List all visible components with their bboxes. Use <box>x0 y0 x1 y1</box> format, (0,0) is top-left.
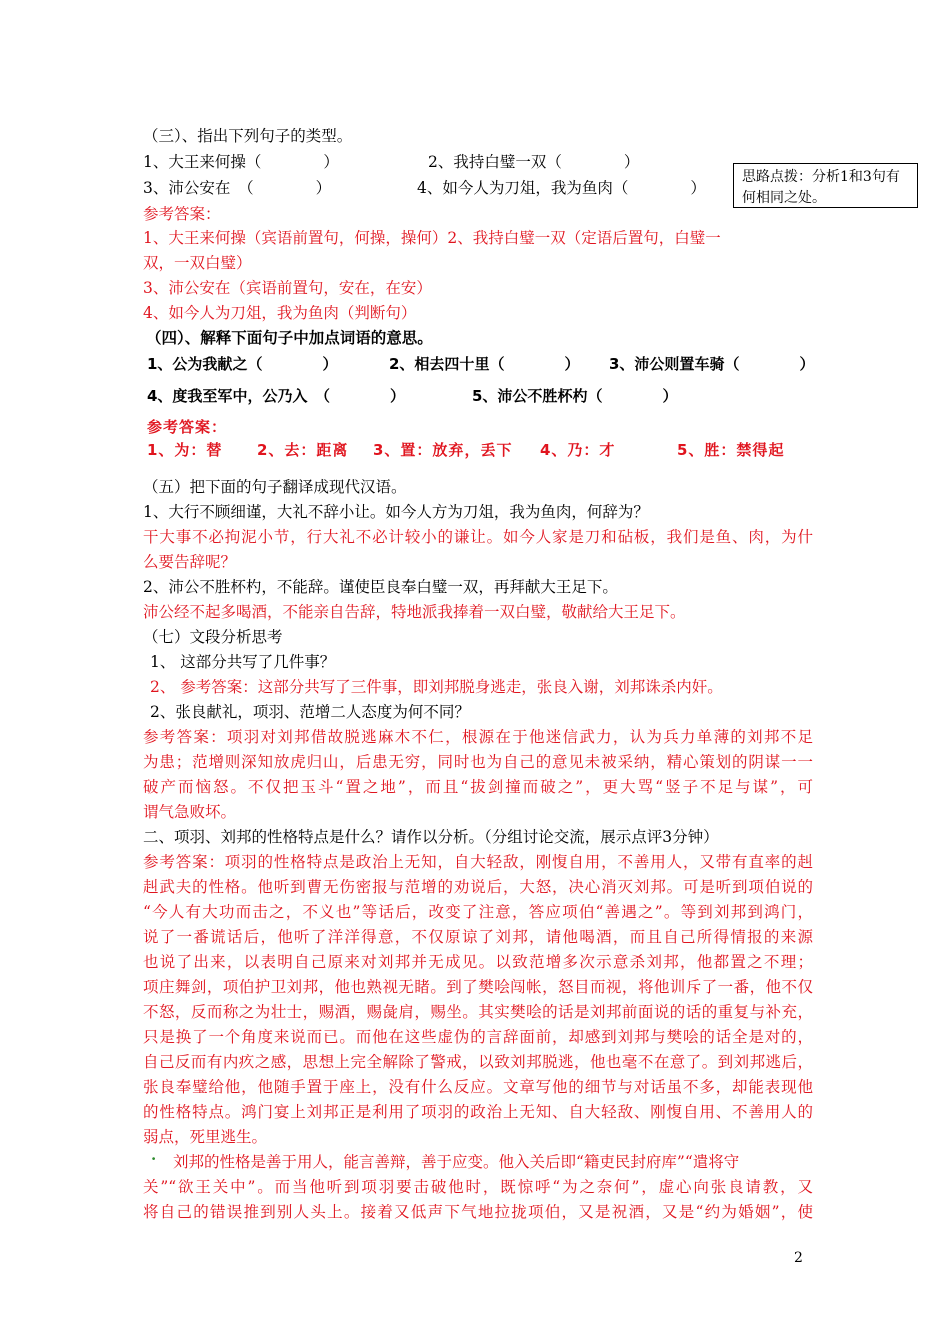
section4-q1: 1、公为我献之（ ） <box>147 355 338 373</box>
section4-q2: 2、相去四十里（ ） <box>389 355 580 373</box>
xiangyu-line: 自己反而有内疚之感，思想上完全解除了警戒，以致刘邦脱逃，他也毫不在意了。到刘邦逃后， <box>143 1053 813 1071</box>
section5-sentence: 2、沛公不胜杯杓，不能辞。谨使臣良奉白璧一双，再拜献大王足下。 <box>143 578 618 596</box>
section4-answer: 5、胜：禁得起 <box>677 441 785 459</box>
bullet-mark: . <box>151 1146 157 1164</box>
section5-sentence: 1、大行不顾细谨，大礼不辞小让。如今人方为刀俎，我为鱼肉，何辞为？ <box>143 503 649 521</box>
part2-heading: 二、项羽、刘邦的性格特点是什么？请作以分析。（分组讨论交流，展示点评3分钟） <box>143 828 719 846</box>
xiangyu-line: 也说了出来，以表明自己原来对刘邦并无成见。以致范增多次示意杀刘邦，他都置之不理； <box>143 953 813 971</box>
section5-heading: （五）把下面的句子翻译成现代汉语。 <box>143 478 407 496</box>
section5-translation: 干大事不必拘泥小节，行大礼不必计较小的谦让。如今人家是刀和砧板，我们是鱼、肉，为什 <box>143 528 813 546</box>
section4-answer: 4、乃：才 <box>540 441 616 459</box>
section4-q3: 3、沛公则置车骑（ ） <box>609 355 815 373</box>
xiangyu-line: “今人有大功而击之，不义也”等话后，改变了注意，答应项伯“善遇之”。等到刘邦到鸿门， <box>143 903 813 921</box>
section7-a1: 2、 参考答案：这部分共写了三件事，即刘邦脱身逃走，张良入谢，刘邦诛杀内奸。 <box>150 678 723 696</box>
section4-q4: 4、度我至军中，公乃入 （ ） <box>147 387 405 405</box>
section7-q1: 1、 这部分共写了几件事？ <box>150 653 336 671</box>
section5-translation: 么要告辞呢？ <box>143 553 237 571</box>
section3-q3: 3、沛公安在 （ ） <box>143 179 332 197</box>
liubang-line: 将自己的错误推到别人头上。接着又低声下气地拉拢项伯，又是祝酒，又是“约为婚姻”，使 <box>143 1203 813 1221</box>
section7-q2: 2、张良献礼，项羽、范增二人态度为何不同？ <box>150 703 470 721</box>
section3-answer-line: 3、沛公安在（宾语前置句，安在，在安） <box>143 279 432 297</box>
section7-a2-line: 参考答案：项羽对刘邦借故脱逃麻木不仁，根源在于他迷信武力，认为兵力单薄的刘邦不足 <box>143 728 813 746</box>
section3-q4: 4、如今人为刀俎，我为鱼肉（ ） <box>417 179 706 197</box>
xiangyu-line: 张良奉璧给他，他随手置于座上，没有什么反应。文章写他的细节与对话虽不多，却能表现他 <box>143 1078 813 1096</box>
section3-q1: 1、大王来何操（ ） <box>143 153 339 171</box>
section3-answer-line: 4、如今人为刀俎，我为鱼肉（判断句） <box>143 304 417 322</box>
page-number: 2 <box>794 1250 803 1266</box>
xiangyu-line: 参考答案：项羽的性格特点是政治上无知，自大轻敌，刚愎自用，不善用人，又带有直率的赳 <box>143 853 813 871</box>
xiangyu-line: 的性格特点。鸿门宴上刘邦正是利用了项羽的政治上无知、自大轻敌、刚愎自用、不善用人的 <box>143 1103 813 1121</box>
xiangyu-line: 弱点，死里逃生。 <box>143 1128 268 1146</box>
xiangyu-line: 项庄舞剑，项伯护卫刘邦，他也熟视无睹。到了樊哙闯帐，怒目而视，将他训斥了一番，他不仅 <box>143 978 813 996</box>
hint-box: 思路点拨：分析1和3句有何相同之处。 <box>733 163 918 208</box>
section3-answer-label: 参考答案： <box>143 205 221 223</box>
section4-answer: 1、为：替 <box>147 441 223 459</box>
section4-q5: 5、沛公不胜杯杓（ ） <box>472 387 678 405</box>
section3-q2: 2、我持白璧一双（ ） <box>428 153 640 171</box>
section3-answer-line: 1、大王来何操（宾语前置句，何操，操何）2、我持白璧一双（定语后置句，白璧一 <box>143 229 721 247</box>
section7-a2-line: 为患；范增则深知放虎归山，后患无穷，同时也为自己的意见未被采纳，精心策划的阴谋一一 <box>143 753 813 771</box>
section7-heading: （七）文段分析思考 <box>143 628 283 646</box>
liubang-line: 刘邦的性格是善于用人，能言善辩，善于应变。他入关后即“籍吏民封府库”“遣将守 <box>173 1153 740 1171</box>
xiangyu-line: 说了一番谎话后，他听了洋洋得意，不仅原谅了刘邦，请他喝酒，而且自己所得情报的来源 <box>143 928 813 946</box>
section5-translation: 沛公经不起多喝酒，不能亲自告辞，特地派我捧着一双白璧，敬献给大王足下。 <box>143 603 686 621</box>
section7-a2-line: 破产而恼怒。不仅把玉斗“置之地”，而且“拔剑撞而破之”，更大骂“竖子不足与谋”，可 <box>143 778 813 796</box>
section4-answer-label: 参考答案： <box>147 418 228 436</box>
section3-heading: （三）、指出下列句子的类型。 <box>143 127 353 145</box>
xiangyu-line: 不怒，反而称之为壮士，赐酒，赐彘肩，赐坐。其实樊哙的话是刘邦前面说的话的重复与补充， <box>143 1003 813 1021</box>
xiangyu-line: 只是换了一个角度来说而已。而他在这些虚伪的言辞面前，却感到刘邦与樊哙的话全是对的， <box>143 1028 813 1046</box>
section4-answer: 2、去：距离 <box>257 441 349 459</box>
section7-a2-line: 谓气急败坏。 <box>143 803 237 821</box>
section4-heading: （四）、解释下面句子中加点词语的意思。 <box>146 329 433 347</box>
section3-answer-line: 双，一双白璧） <box>143 254 252 272</box>
section4-answer: 3、置：放弃，丢下 <box>373 441 513 459</box>
xiangyu-line: 赳武夫的性格。他听到曹无伤密报与范增的劝说后，大怒，决心消灭刘邦。可是听到项伯说的 <box>143 878 813 896</box>
liubang-line: 关”“欲王关中”。而当他听到项羽要击破他时，既惊呼“为之奈何”，虚心向张良请教，又 <box>143 1178 813 1196</box>
